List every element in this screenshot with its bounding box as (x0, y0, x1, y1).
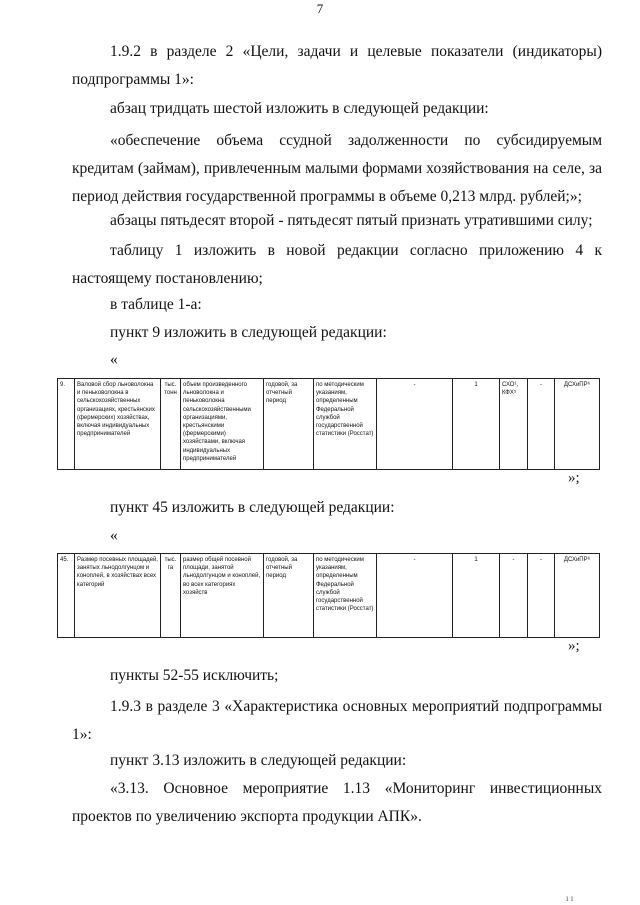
paragraph-punkt-9: пункт 9 изложить в следующей редакции: (110, 324, 387, 341)
paragraph-quote-credit: «обеспечение объема ссудной задолженности по субсидируемым кредитам (займам), привлеченным малыми формами хозяйствования на селе, за период действия государственной программы в объеме 0,213 млрд. рублей;»; (72, 132, 602, 205)
paragraph-punkty-52-55: пункты 52-55 исключить; (110, 667, 279, 684)
cell-10: - (528, 554, 555, 638)
paragraph-1-9-3: 1.9.3 в разделе 3 «Характеристика основных мероприятий подпрограммы 1»: (72, 698, 602, 743)
cell-11: ДСХиПР⁶ (555, 554, 600, 638)
open-quote-1: « (110, 351, 118, 368)
period: годовой, за отчетный период (264, 554, 314, 638)
paragraph-table-1a: в таблице 1-а: (110, 296, 202, 313)
cell-10: - (528, 379, 555, 470)
paragraph-abzac-36: абзац тридцать шестой изложить в следующей редакции: (110, 100, 489, 117)
table-row (58, 379, 600, 470)
unit: тыс. га (161, 554, 181, 638)
paragraph-table-1: таблицу 1 изложить в новой редакции согласно приложению 4 к настоящему постановлению; (72, 242, 602, 287)
method: по методическим указаниям, определенным Федеральной службой государственной статистики (Росстат) (314, 379, 377, 470)
paragraph-punkt-45: пункт 45 изложить в следующей редакции: (110, 499, 395, 516)
cell-8: 1 (453, 379, 500, 470)
cell-9: СХО¹, КФХ⁵ (500, 379, 528, 470)
cell-7: - (377, 554, 453, 638)
row-number: 45. (58, 554, 75, 638)
cell-11: ДСХиПР⁶ (555, 379, 600, 470)
table-punkt-9 (57, 378, 600, 470)
open-quote-2: « (110, 527, 118, 544)
indicator-name: Размер посевных площадей, занятых льнодолгунцом и коноплей, в хозяйствах всех категорий (75, 554, 161, 638)
table-punkt-45 (57, 553, 600, 638)
cell-9: - (500, 554, 528, 638)
paragraph-1-9-2: 1.9.2 в разделе 2 «Цели, задачи и целевые показатели (индикаторы) подпрограммы 1»: (72, 43, 602, 88)
paragraph-punkt-3-13: пункт 3.13 изложить в следующей редакции: (110, 752, 407, 769)
paragraph-3-13-text: «3.13. Основное мероприятие 1.13 «Мониторинг инвестиционных проектов по увеличению экспорта продукции АПК». (72, 780, 602, 825)
cell-7: - (377, 379, 453, 470)
close-quote-1: »; (568, 470, 580, 486)
unit: тыс. тонн (161, 379, 181, 470)
period: годовой, за отчетный период (264, 379, 314, 470)
definition: объем произведенного льноволокна и пеньковолокна сельскохозяйственными организациями, крестьянскими (фермерскими) хозяйствами, включая индивидуальных предпринимателей (181, 379, 264, 470)
table-row (58, 554, 600, 638)
indicator-name: Валовой сбор льноволокна и пеньковолокна в сельскохозяйственных организациях, крестьянских (фермерских) хозяйствах, включая индивидуальных предпринимателей (75, 379, 161, 470)
cell-8: 1 (453, 554, 500, 638)
definition: размер общей посевной площади, занятой льнодолгунцом и коноплей, во всех категориях хозяйств (181, 554, 264, 638)
page-number: 7 (316, 1, 324, 16)
paragraph-abzacy-52-55: абзацы пятьдесят второй - пятьдесят пятый признать утратившими силу; (110, 212, 593, 229)
row-number: 9. (58, 379, 75, 470)
method: по методическим указаниям, определенным Федеральной службой государственной статистики (Росстат) (314, 554, 377, 638)
close-quote-2: »; (568, 638, 580, 654)
corner-mark: ı ı (566, 893, 574, 903)
